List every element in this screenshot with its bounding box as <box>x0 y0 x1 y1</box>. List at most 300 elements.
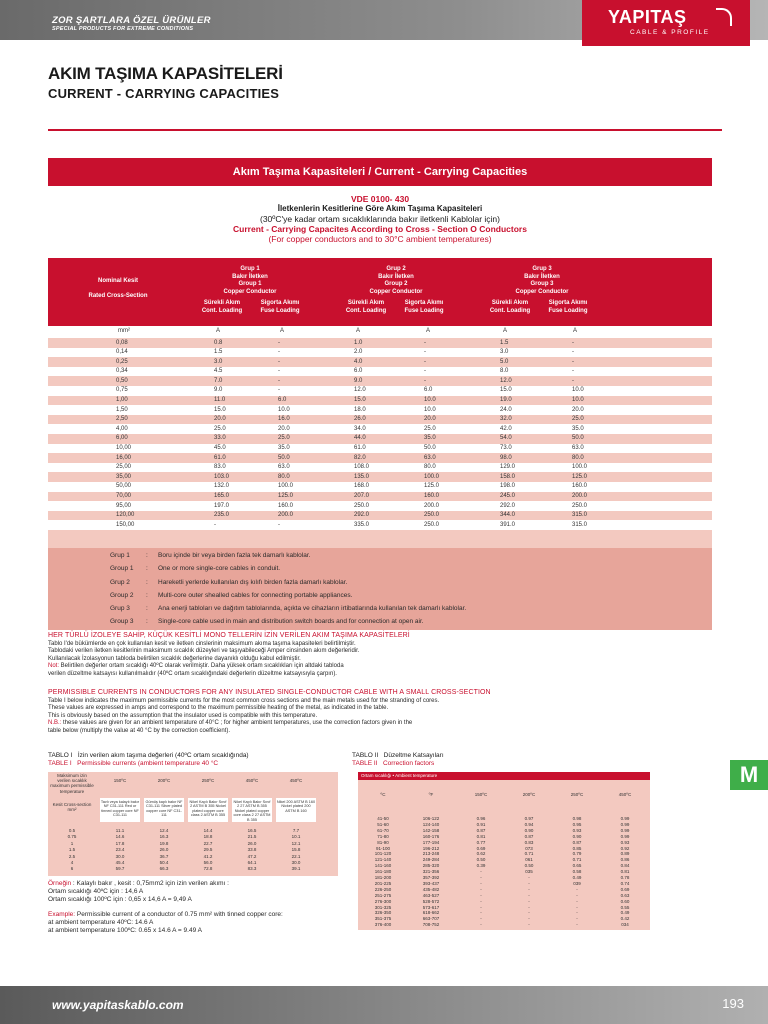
group1-tr2: Bakır İletken <box>232 273 268 280</box>
table-cell: 100.0 <box>278 483 294 490</box>
table-cell: 0,34 <box>116 368 128 375</box>
t2-value: - <box>480 898 482 904</box>
t1-value: 15.8 <box>291 847 301 853</box>
t2-value: - <box>480 886 482 892</box>
t2-value: 285-320 <box>422 863 440 869</box>
t2-value: 0.93 <box>620 839 630 845</box>
table-cell: 200.0 <box>278 512 294 519</box>
page-title-en: CURRENT - CARRYING CAPACITIES <box>48 86 280 101</box>
table-cell: - <box>572 377 574 384</box>
t2-value: 0.81 <box>620 869 630 875</box>
brand-logo <box>582 0 750 46</box>
t2-value: 0.42 <box>620 916 630 922</box>
table-cell: 20.0 <box>278 425 290 432</box>
g1-cont-label: Sürekli Akım Cont. Loading <box>201 300 243 314</box>
table-cell: 0.8 <box>214 339 223 346</box>
footer-bar <box>0 986 768 1024</box>
table-cell: - <box>572 368 574 375</box>
table-cell: 4.5 <box>214 368 223 375</box>
t2-value: 0.49 <box>572 875 582 880</box>
example-en: Example: Permissible current of a conductor of 0.75 mm² with tinned copper core: at ambient temperature 40ºC: 14.6 A at ambient temperature 100ºC: 0.65 x 14.6 A = 9.49 A <box>48 911 283 935</box>
table-cell: 0,08 <box>116 339 128 346</box>
t2-value: - <box>576 910 578 916</box>
t2-value: 0.90 <box>524 827 534 833</box>
table-cell: 292.0 <box>500 502 516 509</box>
t1-value: 18.8 <box>203 834 213 840</box>
example-tr: Örneğin : Kalaylı bakır , kesit : 0,75mm2 için izin verilen akımı : Ortam sıcaklığı 40ºC için : 14,6 A Ortam sıcaklığı 100ºC için : 0,65 x 14,6 A = 9,49 A <box>48 880 229 904</box>
para-line: verilen düzeltme katsayısı kullanılmalıdır (40ºC ortam sıcaklığındaki değerlerin düzeltme katsayısıyla çarpın). <box>48 670 337 677</box>
t1-value: 11.1 <box>115 828 125 833</box>
section-tr-heading: HER TÜRLÜ İZOLEYE SAHİP, KÜÇÜK KESİTLİ MONO TELLERİN İZİN VERİLEN AKIM TAŞIMA KAPASİTELERİ <box>48 632 410 639</box>
para-line: table below (multiply the value at 40 °C by the correction coefficient). <box>48 727 231 734</box>
t1-temp-header: 150ºC <box>113 778 127 783</box>
g3-cont-label: Sürekli Akım Cont. Loading <box>489 300 531 314</box>
table-cell: 0,75 <box>116 387 128 394</box>
table-cell: 98.0 <box>500 454 512 461</box>
table-cell: - <box>424 377 426 384</box>
table-cell: - <box>278 349 280 356</box>
table-cell: 100.0 <box>572 464 588 471</box>
table-cell: - <box>424 368 426 375</box>
t2-value: 124-140 <box>422 821 440 827</box>
g3-fuse-label: Sigorta Akımı Fuse Loading <box>548 300 588 314</box>
table-cell: 200.0 <box>572 493 588 499</box>
table-cell: 250.0 <box>424 521 440 528</box>
table-cell: 6.0 <box>278 397 287 404</box>
table-cell: 25,00 <box>116 464 132 471</box>
table-row <box>48 520 712 530</box>
desc-en: (For copper conductors and to 30°C ambient temperatures) <box>268 234 492 244</box>
t2-value: 321-356 <box>422 869 440 875</box>
unit-a: A <box>216 328 221 334</box>
t1-section: 4 <box>70 860 74 865</box>
table-cell: 1.0 <box>354 339 363 346</box>
table2-caption: TABLO II Düzeltme Katsayıları TABLE II Correction factors <box>352 752 444 767</box>
t1-value: 39.1 <box>291 866 301 872</box>
table-row <box>48 367 712 377</box>
table-cell: 2.0 <box>354 349 363 356</box>
para-line: This is obviously based on the assumption that the insulator used is compatible with this temperature. <box>48 712 318 719</box>
t2-value: 249-284 <box>422 857 440 863</box>
t2-value: 0.93 <box>572 827 582 833</box>
t1-temp-header: 200ºC <box>157 778 171 783</box>
table-cell: 50.0 <box>424 445 436 452</box>
table-cell: 25.0 <box>424 425 436 432</box>
t2-value: - <box>576 922 578 928</box>
table-cell: 50.0 <box>572 435 584 442</box>
t1-value: 83.3 <box>247 866 257 872</box>
desc-tr-bold: İletkenlerin Kesitlerine Göre Akım Taşıma Kapasiteleri <box>277 204 483 213</box>
table-row <box>48 396 712 406</box>
table-cell: 125.0 <box>278 493 294 499</box>
para-line: Tablo I'de bükümlerde en çok kullanılan kesit ve iletken cinslerinin maksimum akıma taşıma kapasiteleri belirtilmiştir. <box>48 641 356 647</box>
t2-value: 0.55 <box>620 904 630 910</box>
t2-header: 450ºC <box>618 792 632 797</box>
t2-value: 141-160 <box>374 863 392 869</box>
t2-value: 0.83 <box>524 839 534 845</box>
g1-fuse-label: Sigorta Akımı Fuse Loading <box>260 300 300 314</box>
table-cell: 63.0 <box>424 454 436 461</box>
table-cell: - <box>278 387 280 394</box>
table-row <box>48 348 712 358</box>
t2-value: 0.81 <box>476 833 486 839</box>
table-cell: 6.0 <box>424 387 433 394</box>
group-notes <box>48 548 712 630</box>
table-cell: 10.0 <box>572 387 584 394</box>
table-cell: 7.0 <box>214 377 223 384</box>
t1-value: 56.0 <box>203 860 213 865</box>
t2-value: 142-158 <box>422 827 440 833</box>
t2-value: 0.86 <box>620 857 630 863</box>
table-cell: 120,00 <box>116 512 135 519</box>
table-cell: 250.0 <box>354 502 370 509</box>
t1-value: 14.6 <box>115 834 125 840</box>
table-cell: 50,00 <box>116 483 132 490</box>
t1-value: 26.0 <box>159 847 169 853</box>
table-cell: 160.0 <box>572 483 588 490</box>
t2-value: 181-200 <box>374 875 392 880</box>
table-cell: 15.0 <box>354 397 366 404</box>
t2-value: 0.71 <box>572 857 582 863</box>
t1-value: 29.5 <box>203 847 213 853</box>
t2-header: 150ºC <box>474 792 488 797</box>
t1-value: 30.0 <box>115 853 125 859</box>
t1-section: 1.5 <box>68 847 76 853</box>
table-cell: 35.0 <box>572 425 584 432</box>
t2-value: 0.74 <box>620 880 630 886</box>
page-number: 193 <box>722 996 744 1011</box>
t2-value: - <box>576 916 578 922</box>
t2-value: 061 <box>525 857 533 863</box>
t2-value: 160-176 <box>422 833 440 839</box>
table-cell: 6,00 <box>116 435 128 442</box>
table-cell: 18.0 <box>354 406 366 413</box>
t2-value: 0.87 <box>572 839 582 845</box>
table-cell: 250.0 <box>424 512 440 519</box>
capacity-rows <box>48 338 712 530</box>
t2-value: 71-80 <box>377 833 389 839</box>
t2-value: 0.95 <box>572 821 582 827</box>
table-cell: 25.0 <box>572 416 584 423</box>
rated-cross-label: Rated Cross-Section <box>88 293 148 299</box>
t2-value: 039 <box>573 880 581 886</box>
table-cell: 5.0 <box>500 358 509 365</box>
table-cell: 80.0 <box>278 473 290 480</box>
t2-value: - <box>528 916 530 922</box>
note-row: Group 3 : Single-core cable used in main and distribution switch boards and for connection at open air. <box>110 618 424 625</box>
table-cell: 160.0 <box>278 502 294 509</box>
table-row <box>48 338 712 348</box>
table-row <box>48 492 712 502</box>
table-cell: 235.0 <box>214 512 230 519</box>
t2-value: 0.69 <box>476 845 486 851</box>
t1-value: 41.2 <box>203 853 213 859</box>
para-note: Not: Belirtilen değerler ortam sıcaklığı 40ºC olarak verilmiştir. Daha yüksek ortam sıcaklıkları için altdaki tabloda <box>48 663 344 670</box>
capacity-panel <box>48 158 712 630</box>
table-cell: 197.0 <box>214 502 230 509</box>
t2-header: ºF <box>428 792 434 797</box>
t1-material: Tavlı veya kalaylı bakır NF C31-111 Red or tinned copper core NF C31-111 <box>100 800 140 818</box>
table-cell: 42.0 <box>500 425 512 432</box>
table-cell: 20.0 <box>214 416 226 423</box>
t1-value: 36.7 <box>159 853 169 859</box>
t2-value: - <box>576 892 578 898</box>
t1-material: Nikel 200 ASTM B 160 Nickel plated 200 ASTM B 160 <box>276 800 316 813</box>
t2-value: - <box>480 875 482 880</box>
t1-value: 12.1 <box>291 840 301 846</box>
table-cell: 344.0 <box>500 512 516 519</box>
t2-value: 0.87 <box>476 827 486 833</box>
table-cell: 10,00 <box>116 445 132 452</box>
t2-value: 0.91 <box>476 821 486 827</box>
table-cell: 15.0 <box>214 406 226 413</box>
t2-value: 0.49 <box>620 910 630 916</box>
t2-value: 528-572 <box>422 898 440 904</box>
t2-value: 0.99 <box>620 827 630 833</box>
t2-value: 276-300 <box>374 898 392 904</box>
t2-value: - <box>480 922 482 928</box>
logo-arc-icon <box>716 8 732 26</box>
table-cell: 63.0 <box>572 445 584 452</box>
t2-value: 708-752 <box>422 922 440 928</box>
para-line: Kullanılacak İzolasyonun tabloda belirtilen sıcaklık değerlerine dayanıklı olduğu kabul edilmiştir. <box>48 655 301 662</box>
table-cell: 61.0 <box>214 454 226 461</box>
table-cell: 315.0 <box>572 512 588 519</box>
table-cell: 391.0 <box>500 521 516 528</box>
section-tab: M <box>730 760 768 790</box>
t1-temp-header: 450ºC <box>289 778 303 783</box>
note-row: Group 2 : Multi-core outer shealled cables for connecting portable appliances. <box>110 592 353 599</box>
t2-value: 41-50 <box>377 816 389 821</box>
t1-temp-header: 450ºC <box>245 778 259 783</box>
table-cell: 70,00 <box>116 493 132 499</box>
table-cell: 0,50 <box>116 377 128 384</box>
t2-value: - <box>528 922 530 928</box>
table-cell: 16,00 <box>116 454 132 461</box>
table-cell: 207.0 <box>354 493 370 499</box>
standard-code: VDE 0100- 430 <box>350 194 410 204</box>
table-cell: 103.0 <box>214 473 230 480</box>
t2-value: 0.69 <box>620 886 630 892</box>
table-cell: 150,00 <box>116 521 135 528</box>
group1-header <box>200 266 300 296</box>
t2-header: 250ºC <box>570 792 584 797</box>
t2-value: 357-392 <box>422 875 440 880</box>
t2-value: - <box>528 892 530 898</box>
t1-value: 59.7 <box>115 866 125 872</box>
t2-value: 61-70 <box>377 827 389 833</box>
table-cell: 20.0 <box>424 416 436 423</box>
t2-value: 0.77 <box>476 839 486 845</box>
t2-value: 0.97 <box>524 816 534 821</box>
table-row <box>48 444 712 454</box>
table-cell: 108.0 <box>354 464 370 471</box>
t2-value: - <box>528 904 530 910</box>
tagline-en: SPECIAL PRODUCTS FOR EXTREME CONDITIONS <box>52 26 194 32</box>
table-row <box>48 434 712 444</box>
t1-material: Nikel Kaplı Bakır Sınıf 2 ASTM B 355 Nickel plated copper core class 2 ASTM B 355 <box>189 800 227 818</box>
t2-value: - <box>528 875 530 880</box>
t2-value: 106-122 <box>422 816 440 821</box>
t2-value: 034 <box>621 922 629 928</box>
table-row <box>48 472 712 482</box>
table-cell: 132.0 <box>214 483 230 490</box>
t2-value: 51-60 <box>377 821 389 827</box>
t1-value: 64.1 <box>247 860 257 865</box>
t2-value: 0.63 <box>620 892 630 898</box>
t2-value: 177-194 <box>422 839 440 845</box>
t2-value: 0.39 <box>476 863 486 869</box>
table-cell: 11.0 <box>214 397 226 404</box>
table-cell: 198.0 <box>500 483 516 490</box>
table-cell: 315.0 <box>572 521 588 528</box>
t2-header: ºC <box>380 792 386 797</box>
table-cell: 129.0 <box>500 464 516 471</box>
table-cell: - <box>424 349 426 356</box>
table-cell: 125.0 <box>424 483 440 490</box>
brand-subtitle: CABLE & PROFILE <box>630 29 710 36</box>
unit-a: A <box>280 328 285 334</box>
t1-value: 10.1 <box>291 834 301 840</box>
t1-temp-header: 250ºC <box>201 778 215 783</box>
t2-value: 463-527 <box>422 892 440 898</box>
table-cell: 125.0 <box>572 473 588 480</box>
t1-value: 7.7 <box>292 828 300 833</box>
t1-value: 33.8 <box>247 847 257 853</box>
table-cell: 73.0 <box>500 445 512 452</box>
group2-tr: Grup 2 <box>386 266 406 272</box>
table-cell: 80.0 <box>572 454 584 461</box>
table-cell: 54.0 <box>500 435 512 442</box>
panel-heading: Akım Taşıma Kapasiteleri / Current - Carrying Capacities <box>48 158 712 186</box>
t1-value: 23.4 <box>115 847 125 853</box>
t2-value: - <box>528 880 530 886</box>
t2-value: 0.98 <box>572 816 582 821</box>
t1-value: 50.4 <box>159 860 169 865</box>
table-cell: 34.0 <box>354 425 366 432</box>
t1-value: 22.7 <box>203 840 213 846</box>
table-cell: - <box>278 368 280 375</box>
note-row: Grup 3 : Ana enerji tabloları ve dağıtım tablolarında, açıkta ve cihazların irtibatlarında kullanılan tek damarlı kablolar. <box>110 605 467 612</box>
t2-bar: Ortam sıcaklığı • Ambient temperature <box>358 772 650 780</box>
t2-value: - <box>528 910 530 916</box>
table-cell: 292.0 <box>354 512 370 519</box>
table-cell: 10.0 <box>424 406 436 413</box>
units-row <box>48 326 712 338</box>
t1-section: 1 <box>70 840 74 846</box>
table-cell: 1,00 <box>116 397 128 404</box>
group3-tr2: Bakır İletken <box>524 273 560 280</box>
group2-en2: Copper Conductor <box>369 288 423 295</box>
t2-value: - <box>528 898 530 904</box>
unit-a: A <box>426 328 431 334</box>
t2-value: 0.92 <box>620 845 630 851</box>
table-row <box>48 376 712 386</box>
t2-value: 0.90 <box>572 833 582 839</box>
table-row <box>48 424 712 434</box>
para-note: N.B.: these values are given for an ambient temperature of 40°C ; for higher ambient temperatures, use the correction factors given in the <box>48 720 413 727</box>
t2-value: 0.99 <box>620 816 630 821</box>
group2-en: Group 2 <box>384 281 408 287</box>
table-cell: 25.0 <box>278 435 290 442</box>
t1-value: 12.4 <box>159 828 169 833</box>
t1-value: 19.8 <box>159 840 169 846</box>
t2-header: 200ºC <box>522 792 536 797</box>
t2-value: 435-482 <box>422 886 440 892</box>
table-cell: 0,25 <box>116 358 128 365</box>
table-row <box>48 386 712 396</box>
t2-value: 101-120 <box>374 851 392 857</box>
group3-tr: Grup 3 <box>532 266 552 272</box>
table-cell: 16.0 <box>278 416 290 423</box>
t2-value: - <box>480 880 482 886</box>
t2-value: 0.84 <box>620 863 630 869</box>
t2-value: 0.87 <box>524 833 534 839</box>
t2-value: - <box>576 898 578 904</box>
table-cell: - <box>424 339 426 346</box>
group3-en: Group 3 <box>530 281 554 287</box>
t2-value: 073 <box>525 845 533 851</box>
t2-value: 0.99 <box>620 821 630 827</box>
t2-value: 226-250 <box>374 886 392 892</box>
group3-en2: Copper Conductor <box>515 288 569 295</box>
table-cell: 165.0 <box>214 493 230 499</box>
table-cell: 61.0 <box>354 445 366 452</box>
table-cell: 8.0 <box>500 368 509 375</box>
t2-value: 301-325 <box>374 904 392 910</box>
t1-value: 14.4 <box>203 828 213 833</box>
table-cell: 3.0 <box>214 358 223 365</box>
t1-section: 2.5 <box>68 853 76 859</box>
g2-fuse-label: Sigorta Akımı Fuse Loading <box>404 300 444 314</box>
t2-value: 663-707 <box>422 916 440 922</box>
t2-value: 91-100 <box>375 845 390 851</box>
t1-value: 17.8 <box>115 840 125 846</box>
group3-header <box>492 266 592 296</box>
table-cell: 44.0 <box>354 435 366 442</box>
table-cell: 19.0 <box>500 397 512 404</box>
website-link[interactable]: www.yapitaskablo.com <box>52 998 184 1012</box>
table-cell: 10.0 <box>278 406 290 413</box>
table-cell: 50.0 <box>278 454 290 461</box>
t1-value: 66.3 <box>159 866 169 872</box>
t2-value: 376-400 <box>374 922 392 928</box>
title-divider <box>48 129 722 131</box>
t2-value: 0.65 <box>572 863 582 869</box>
t1-value: 30.0 <box>291 860 301 865</box>
t1-value: 47.2 <box>247 853 257 859</box>
t1-value: 16.3 <box>159 834 169 840</box>
t1-section: 0.5 <box>68 828 76 833</box>
table-cell: 100.0 <box>424 473 440 480</box>
unit-a: A <box>573 328 578 334</box>
table-cell: 4,00 <box>116 425 128 432</box>
t2-value: - <box>576 904 578 910</box>
standard-block <box>48 194 712 244</box>
table-cell: 200.0 <box>424 502 440 509</box>
group1-en: Group 1 <box>238 281 262 287</box>
nominal-kesit-label: Nominal Kesit <box>97 278 138 284</box>
table-cell: 9.0 <box>354 377 363 384</box>
t2-value: 0.79 <box>572 851 582 857</box>
group1-tr: Grup 1 <box>240 266 260 272</box>
unit-a: A <box>503 328 508 334</box>
t2-value: 201-225 <box>374 880 392 886</box>
note-row: Grup 1 : Boru içinde bir veya birden fazla tek damarlı kablolar. <box>110 552 311 559</box>
table-cell: 32.0 <box>500 416 512 423</box>
para-line: These values are expressed in amps and correspond to the maximum permissible heating of the metal, as indicated in the table. <box>48 705 389 712</box>
table-cell: 12.0 <box>500 377 512 384</box>
